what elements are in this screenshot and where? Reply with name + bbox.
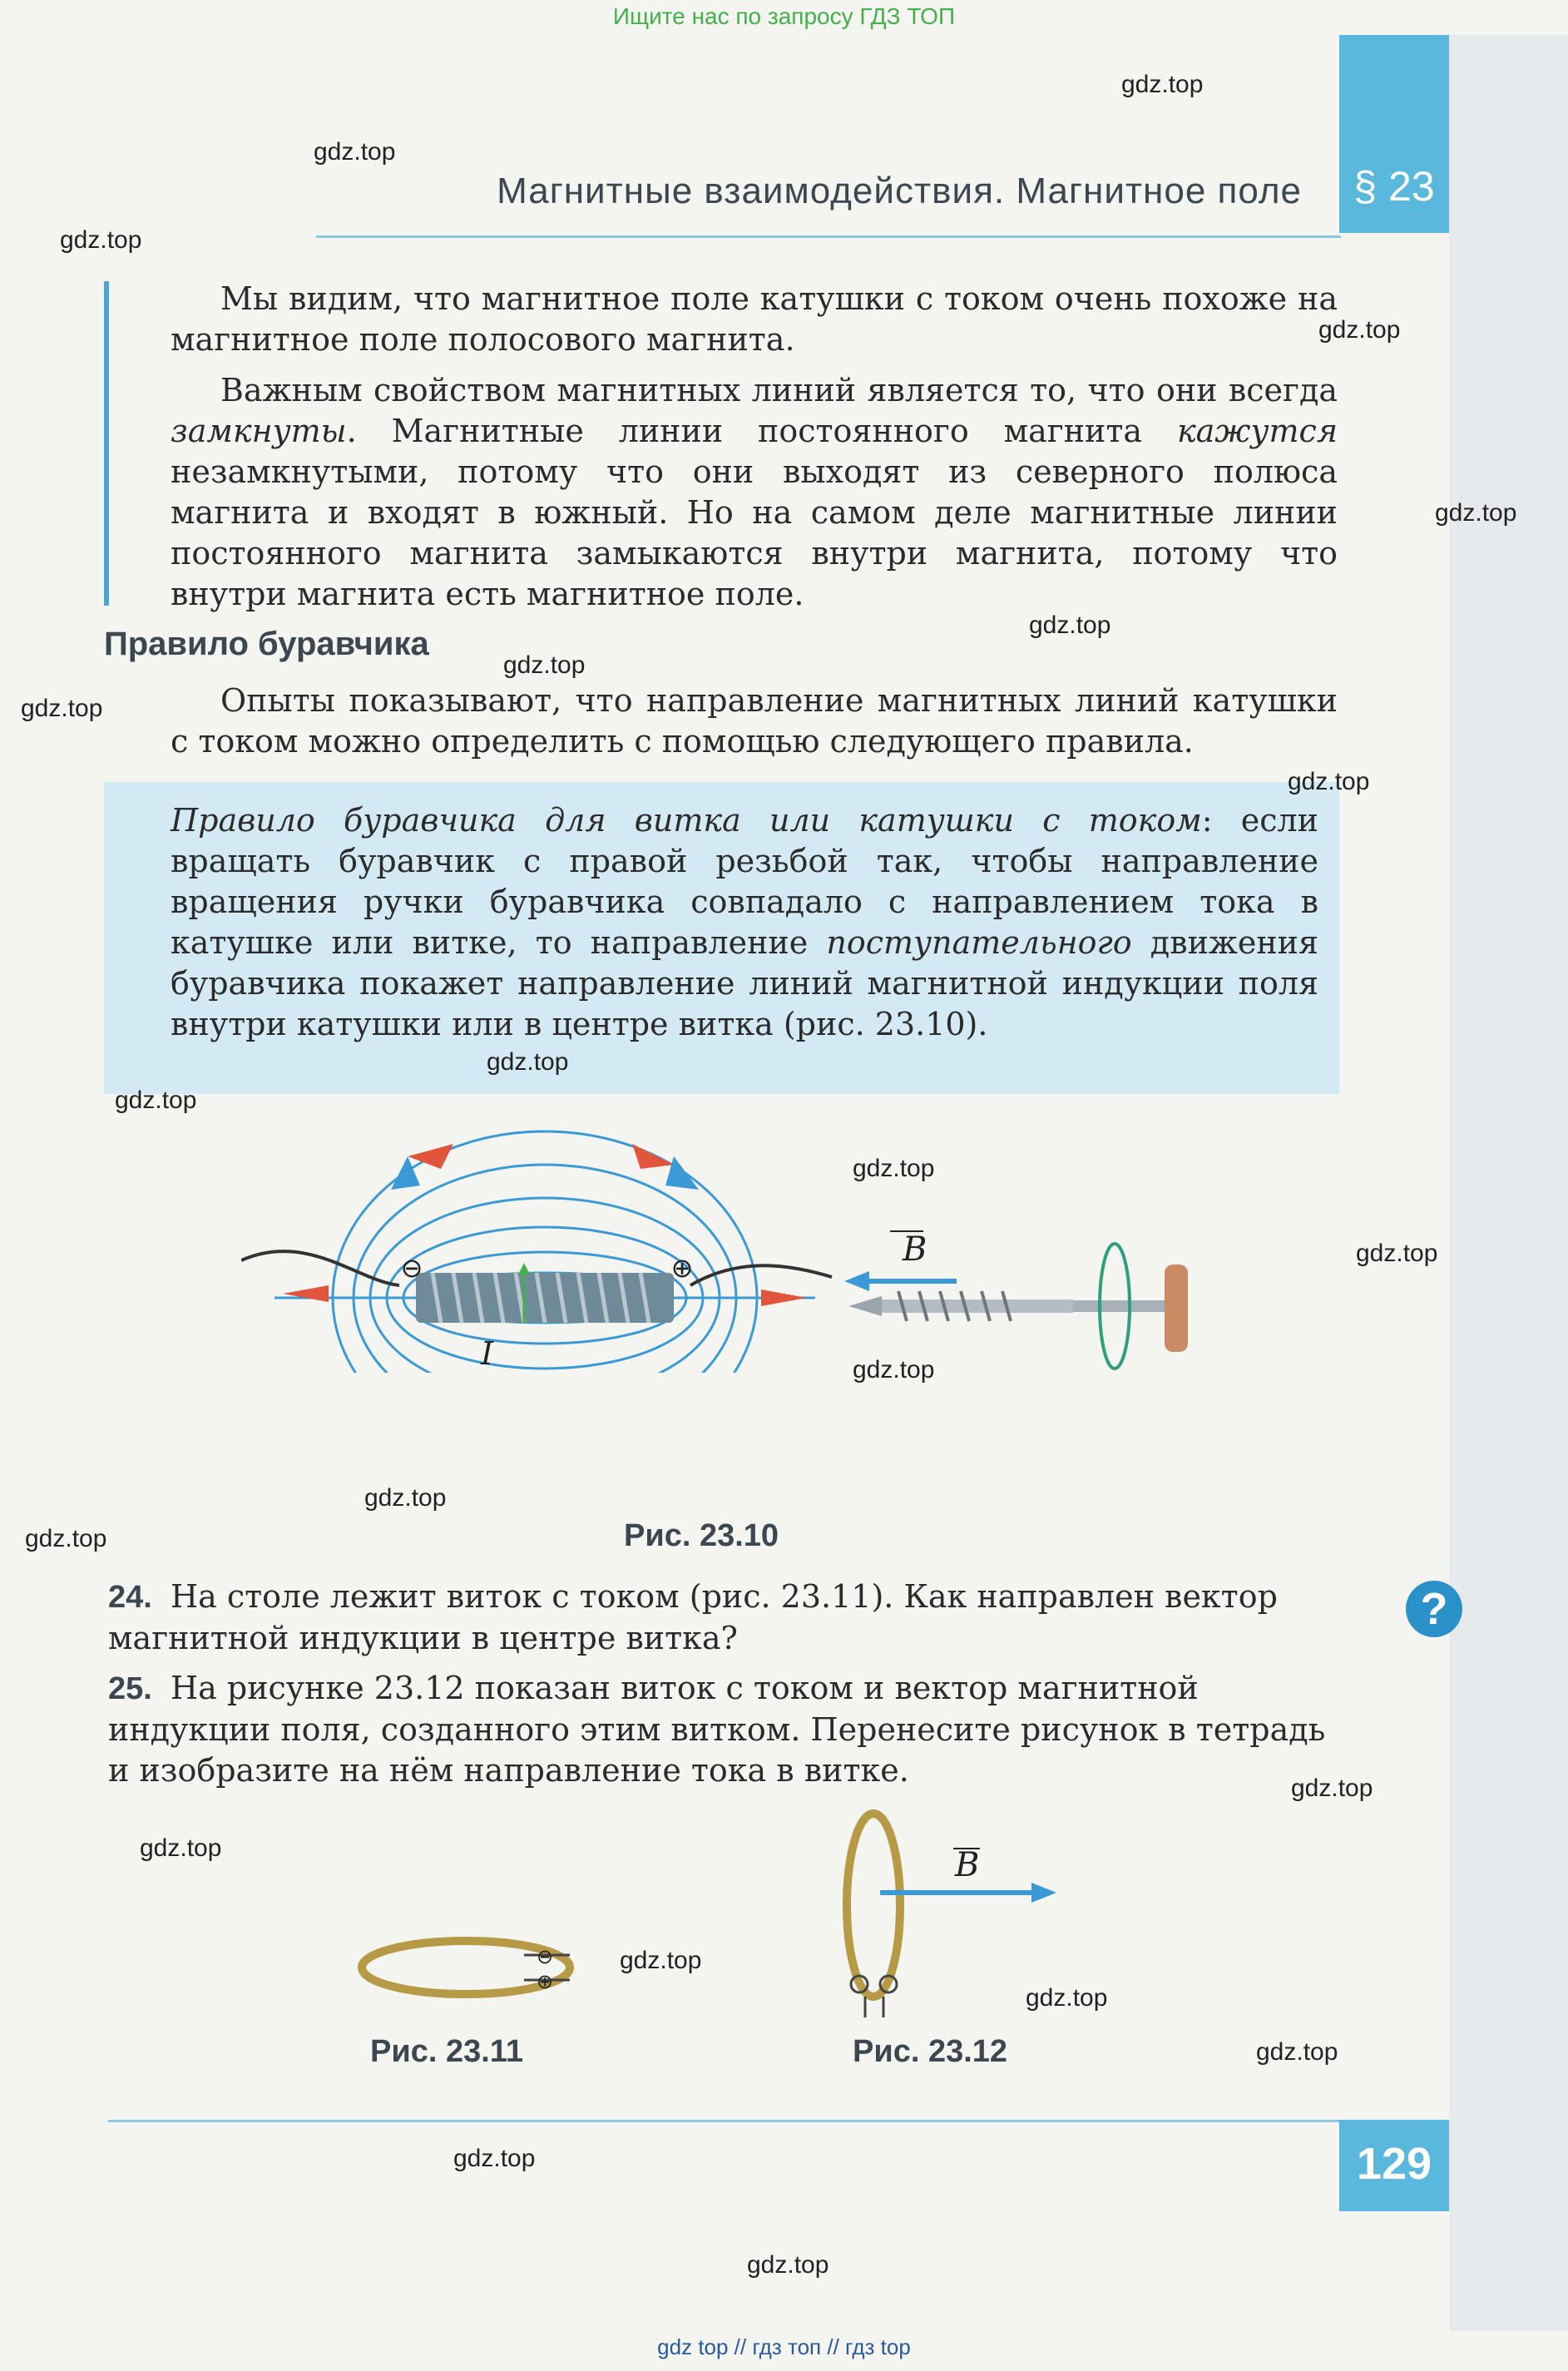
intro-paragraph-1: Мы видим, что магнитное поле катушки с током очень похоже на магнитное поле полосового магнита. <box>171 280 1338 358</box>
field-lines <box>275 1131 815 1373</box>
watermark[interactable]: gdz.top <box>25 1525 107 1552</box>
watermark[interactable]: gdz.top <box>1356 1240 1438 1267</box>
section-text: Опыты показывают, что направление магнитных линий катушки с током можно определить с помощью следующего правила. <box>171 682 1338 760</box>
watermark[interactable]: gdz.top <box>115 1087 197 1114</box>
watermark[interactable]: gdz.top <box>314 138 396 166</box>
coil-minus-terminal: ⊖ <box>400 1252 423 1284</box>
watermark[interactable]: gdz.top <box>853 1356 935 1383</box>
watermark[interactable]: gdz.top <box>1026 1984 1108 2012</box>
figure-caption-23-12: Рис. 23.12 <box>853 2034 1008 2069</box>
rule-text: Правило буравчика для витка или катушки с током: если вращать буравчик с правой резьбой так, чтобы направление вращения ручки буравчика совпадало с направлением тока в катушке или витке, то направление поступательного движения буравчика покажет направление линий магнитной индукции поля внутри катушки или в центре витка (рис. 23.10). <box>171 802 1318 1042</box>
watermark[interactable]: gdz.top <box>1318 316 1401 344</box>
ring-minus-terminal: ⊖ <box>537 1945 554 1968</box>
watermark[interactable]: gdz.top <box>364 1484 447 1512</box>
header-rule <box>316 235 1341 238</box>
watermark[interactable]: gdz.top <box>747 2251 829 2279</box>
top-banner[interactable]: Ищите нас по запросу ГДЗ ТОП <box>612 3 956 29</box>
intro-paragraph-2: Важным свойством магнитных линий является то, что они всегда замкнуты. Магнитные линии постоянного магнита кажутся незамкнутыми, потому что они выходят из северного полюса магнита и входят в южный. Но на самом деле магнитные линии постоянного магнита замыкаются внутри магнита, потому что внутри магнита есть магнитное поле. <box>171 372 1338 612</box>
watermark[interactable]: gdz.top <box>1121 71 1204 98</box>
watermark[interactable]: gdz.top <box>487 1048 569 1076</box>
watermark[interactable]: gdz.top <box>60 226 142 254</box>
watermark[interactable]: gdz.top <box>620 1947 702 1974</box>
watermark[interactable]: gdz.top <box>453 2145 536 2172</box>
gimlet-handle <box>1165 1265 1188 1352</box>
page-edge <box>1449 35 1568 2331</box>
vector-b-label: B <box>903 1230 927 1269</box>
coil-plus-terminal: ⊕ <box>670 1252 694 1284</box>
solenoid-gimlet-figure <box>241 1106 1248 1373</box>
question-icon: ? <box>1406 1581 1462 1637</box>
page-title: Магнитные взаимодействия. Магнитное поле <box>497 171 1302 211</box>
task-24: 24. На столе лежит виток с током (рис. 23.11). Как направлен вектор магнитной индукции в центре витка? <box>108 1578 1278 1656</box>
section-heading: Правило буравчика <box>104 626 429 662</box>
figure-caption-23-11: Рис. 23.11 <box>370 2034 523 2069</box>
watermark[interactable]: gdz.top <box>1029 611 1111 639</box>
watermark[interactable]: gdz.top <box>853 1155 935 1182</box>
watermark[interactable]: gdz.top <box>21 695 103 722</box>
watermark[interactable]: gdz.top <box>1291 1775 1373 1802</box>
task-25: 25. На рисунке 23.12 показан виток с током и вектор магнитной индукции поля, созданного этим витком. Перенесите рисунок в тетрадь и изобразите на нём направление тока в витке. <box>108 1670 1326 1789</box>
watermark[interactable]: gdz.top <box>503 651 586 679</box>
watermark[interactable]: gdz.top <box>1288 768 1370 795</box>
ring-on-table-figure <box>358 1922 582 2013</box>
ring-plus-terminal: ⊕ <box>537 1970 554 1993</box>
page-number: 129 <box>1356 2139 1432 2189</box>
bottom-rule <box>108 2120 1339 2122</box>
current-label: I <box>481 1335 494 1372</box>
watermark[interactable]: gdz.top <box>1435 499 1517 527</box>
paragraph-number: § 23 <box>1353 163 1435 210</box>
margin-bar <box>104 281 109 606</box>
footer-links[interactable]: gdz top // гдз топ // гдз top <box>657 2334 911 2359</box>
figure-caption-23-10: Рис. 23.10 <box>624 1518 779 1553</box>
watermark[interactable]: gdz.top <box>1256 2038 1338 2066</box>
gimlet-tip <box>848 1296 882 1316</box>
watermark[interactable]: gdz.top <box>140 1834 222 1862</box>
ring-vector-b-label: B <box>955 1846 980 1884</box>
